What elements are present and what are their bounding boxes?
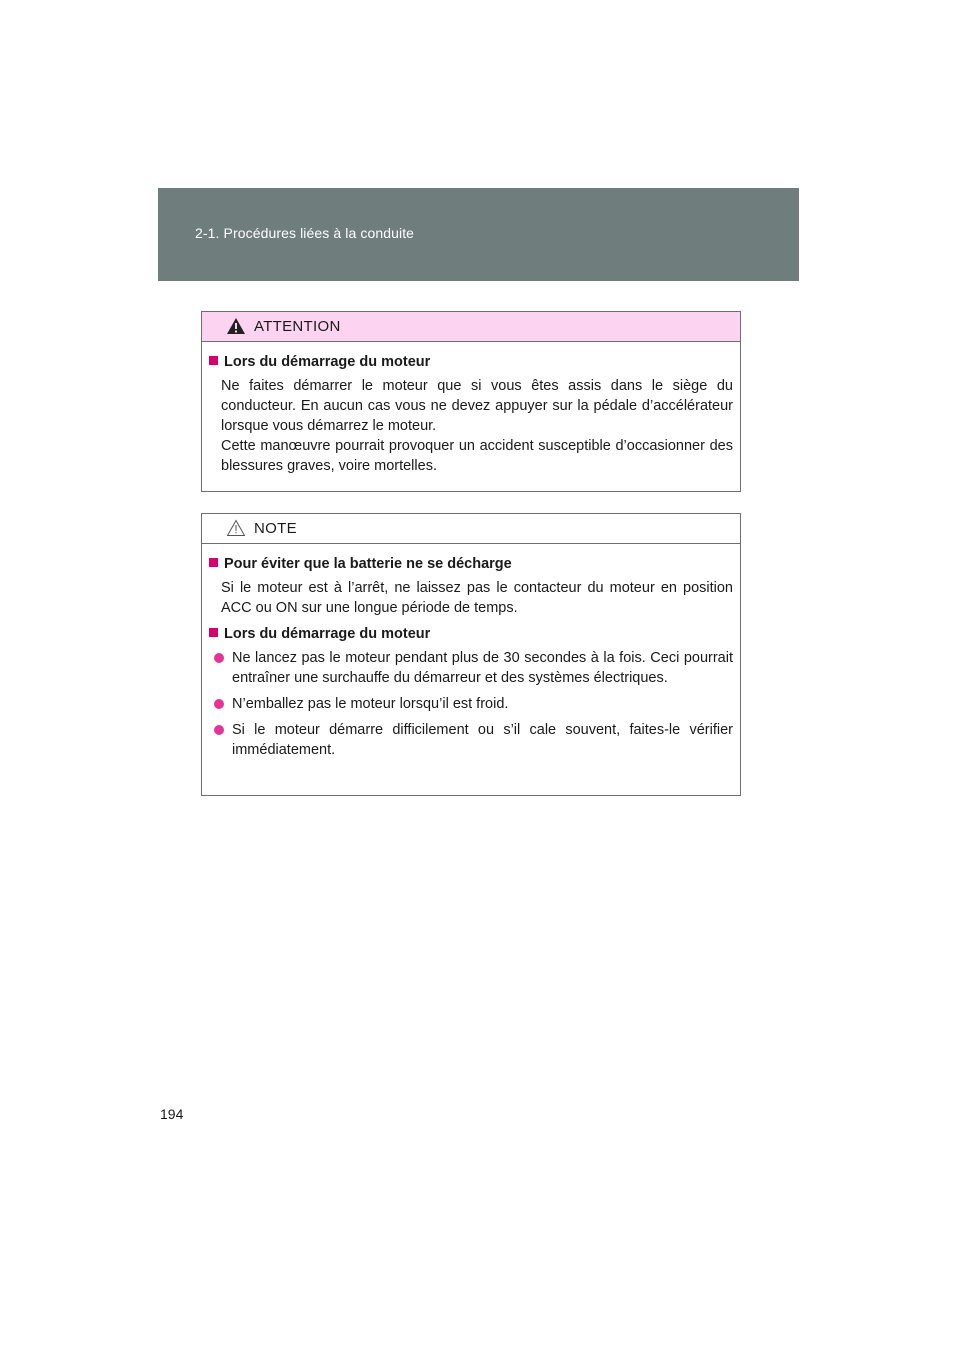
- attention-box: [201, 311, 741, 492]
- square-bullet-icon: [209, 628, 218, 637]
- note-body: [202, 544, 740, 760]
- attention-paragraph: Cette manœuvre pourrait provoquer un accident susceptible d’occasionner des blessures graves, voire mortelles.: [221, 438, 733, 474]
- attention-body: [202, 342, 740, 476]
- attention-paragraph: Ne faites démarrer le moteur que si vous êtes assis dans le siège du conducteur. En aucun cas vous ne devez appuyer sur la pédale d’accélérateur lorsque vous démarrez le moteur.: [221, 378, 733, 434]
- warning-filled-icon: [226, 317, 246, 335]
- attention-label: ATTENTION: [254, 318, 341, 335]
- section-title: 2-1. Procédures liées à la conduite: [195, 225, 415, 241]
- note-item-title: Lors du démarrage du moteur: [209, 624, 733, 644]
- square-bullet-icon: [209, 558, 218, 567]
- list-item: Ne lancez pas le moteur pendant plus de 30 secondes à la fois. Ceci pourrait entraîner une surchauffe du démarreur et des systèmes électriques.: [232, 648, 733, 688]
- note-item-title: Pour éviter que la batterie ne se décharge: [209, 554, 733, 574]
- page-number: 194: [160, 1106, 184, 1122]
- dot-bullet-icon: [214, 725, 224, 735]
- list-item: N’emballez pas le moteur lorsqu’il est froid.: [232, 694, 733, 714]
- header-band: [158, 188, 799, 281]
- note-header: [202, 514, 740, 544]
- list-item: Si le moteur démarre difficilement ou s’il cale souvent, faites-le vérifier immédiatement.: [232, 720, 733, 760]
- dot-bullet-icon: [214, 653, 224, 663]
- note-box: [201, 513, 741, 796]
- square-bullet-icon: [209, 356, 218, 365]
- attention-item-title: Lors du démarrage du moteur: [209, 352, 733, 372]
- attention-header: [202, 312, 740, 342]
- warning-outline-icon: [226, 519, 246, 537]
- note-label: NOTE: [254, 520, 297, 537]
- dot-bullet-icon: [214, 699, 224, 709]
- note-paragraph: Si le moteur est à l’arrêt, ne laissez pas le contacteur du moteur en position ACC ou ON sur une longue période de temps.: [221, 580, 733, 616]
